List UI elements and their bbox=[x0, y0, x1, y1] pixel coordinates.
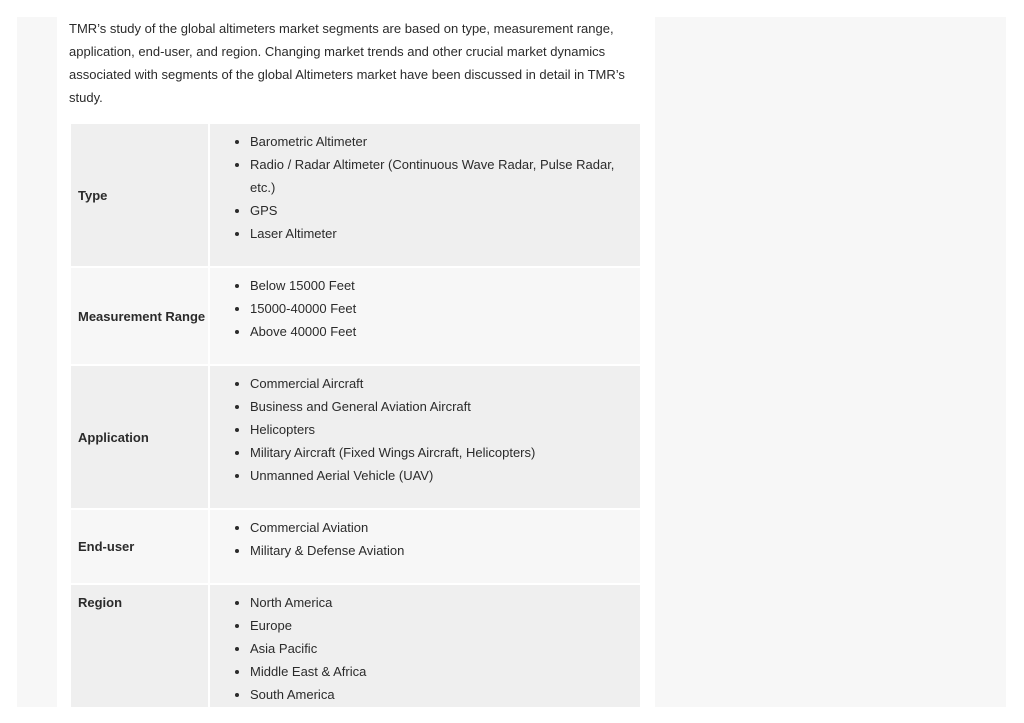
segment-values bbox=[210, 268, 640, 364]
segment-values bbox=[210, 124, 640, 266]
table-row-end-user bbox=[71, 510, 640, 583]
list-item: • Radio / Radar Altimeter (Continuous Wave Radar, Pulse Radar, etc.) bbox=[250, 153, 628, 199]
list-item: • Asia Pacific bbox=[250, 637, 628, 660]
segment-values bbox=[210, 366, 640, 508]
list-item: • Middle East & Africa bbox=[250, 660, 628, 683]
segment-list bbox=[230, 585, 640, 707]
segment-label: Region bbox=[71, 585, 208, 707]
list-item: • Commercial Aircraft bbox=[250, 372, 628, 395]
list-item: • GPS bbox=[250, 199, 628, 222]
list-item: • South America bbox=[250, 683, 628, 706]
list-item: • Laser Altimeter bbox=[250, 222, 628, 245]
left-gutter bbox=[17, 17, 57, 707]
table-row-application bbox=[71, 366, 640, 508]
table-row-measurement-range bbox=[71, 268, 640, 364]
intro-paragraph: TMR’s study of the global altimeters market segments are based on type, measurement range, application, end-user, and region. Changing market trends and other crucial market dynamics associated with segments of the global Altimeters market have been discussed in detail in TMR’s study. bbox=[69, 21, 625, 105]
list-item: • Europe bbox=[250, 614, 628, 637]
list-item: • Business and General Aviation Aircraft bbox=[250, 395, 628, 418]
list-item: • Military Aircraft (Fixed Wings Aircraft, Helicopters) bbox=[250, 441, 628, 464]
segment-label: End-user bbox=[71, 510, 208, 583]
list-item: • Unmanned Aerial Vehicle (UAV) bbox=[250, 464, 628, 487]
list-item: • North America bbox=[250, 591, 628, 614]
list-item: • Below 15000 Feet bbox=[250, 274, 628, 297]
segment-label: Type bbox=[71, 124, 208, 266]
list-item: • 15000-40000 Feet bbox=[250, 297, 628, 320]
list-item: • Military & Defense Aviation bbox=[250, 539, 628, 562]
right-sidebar bbox=[655, 17, 1006, 707]
list-item: • Barometric Altimeter bbox=[250, 130, 628, 153]
segment-values bbox=[210, 585, 640, 707]
segment-label: Measurement Range bbox=[71, 268, 208, 364]
list-item: • Helicopters bbox=[250, 418, 628, 441]
segment-list bbox=[230, 366, 640, 508]
segment-values bbox=[210, 510, 640, 583]
segment-list bbox=[230, 510, 640, 583]
article-content bbox=[57, 17, 655, 707]
segment-list bbox=[230, 124, 640, 266]
table-row-type bbox=[71, 124, 640, 266]
segmentation-table bbox=[69, 122, 642, 707]
table-row-region bbox=[71, 585, 640, 707]
list-item: • Commercial Aviation bbox=[250, 516, 628, 539]
segment-label: Application bbox=[71, 366, 208, 508]
segment-list bbox=[230, 268, 640, 364]
list-item: • Above 40000 Feet bbox=[250, 320, 628, 343]
